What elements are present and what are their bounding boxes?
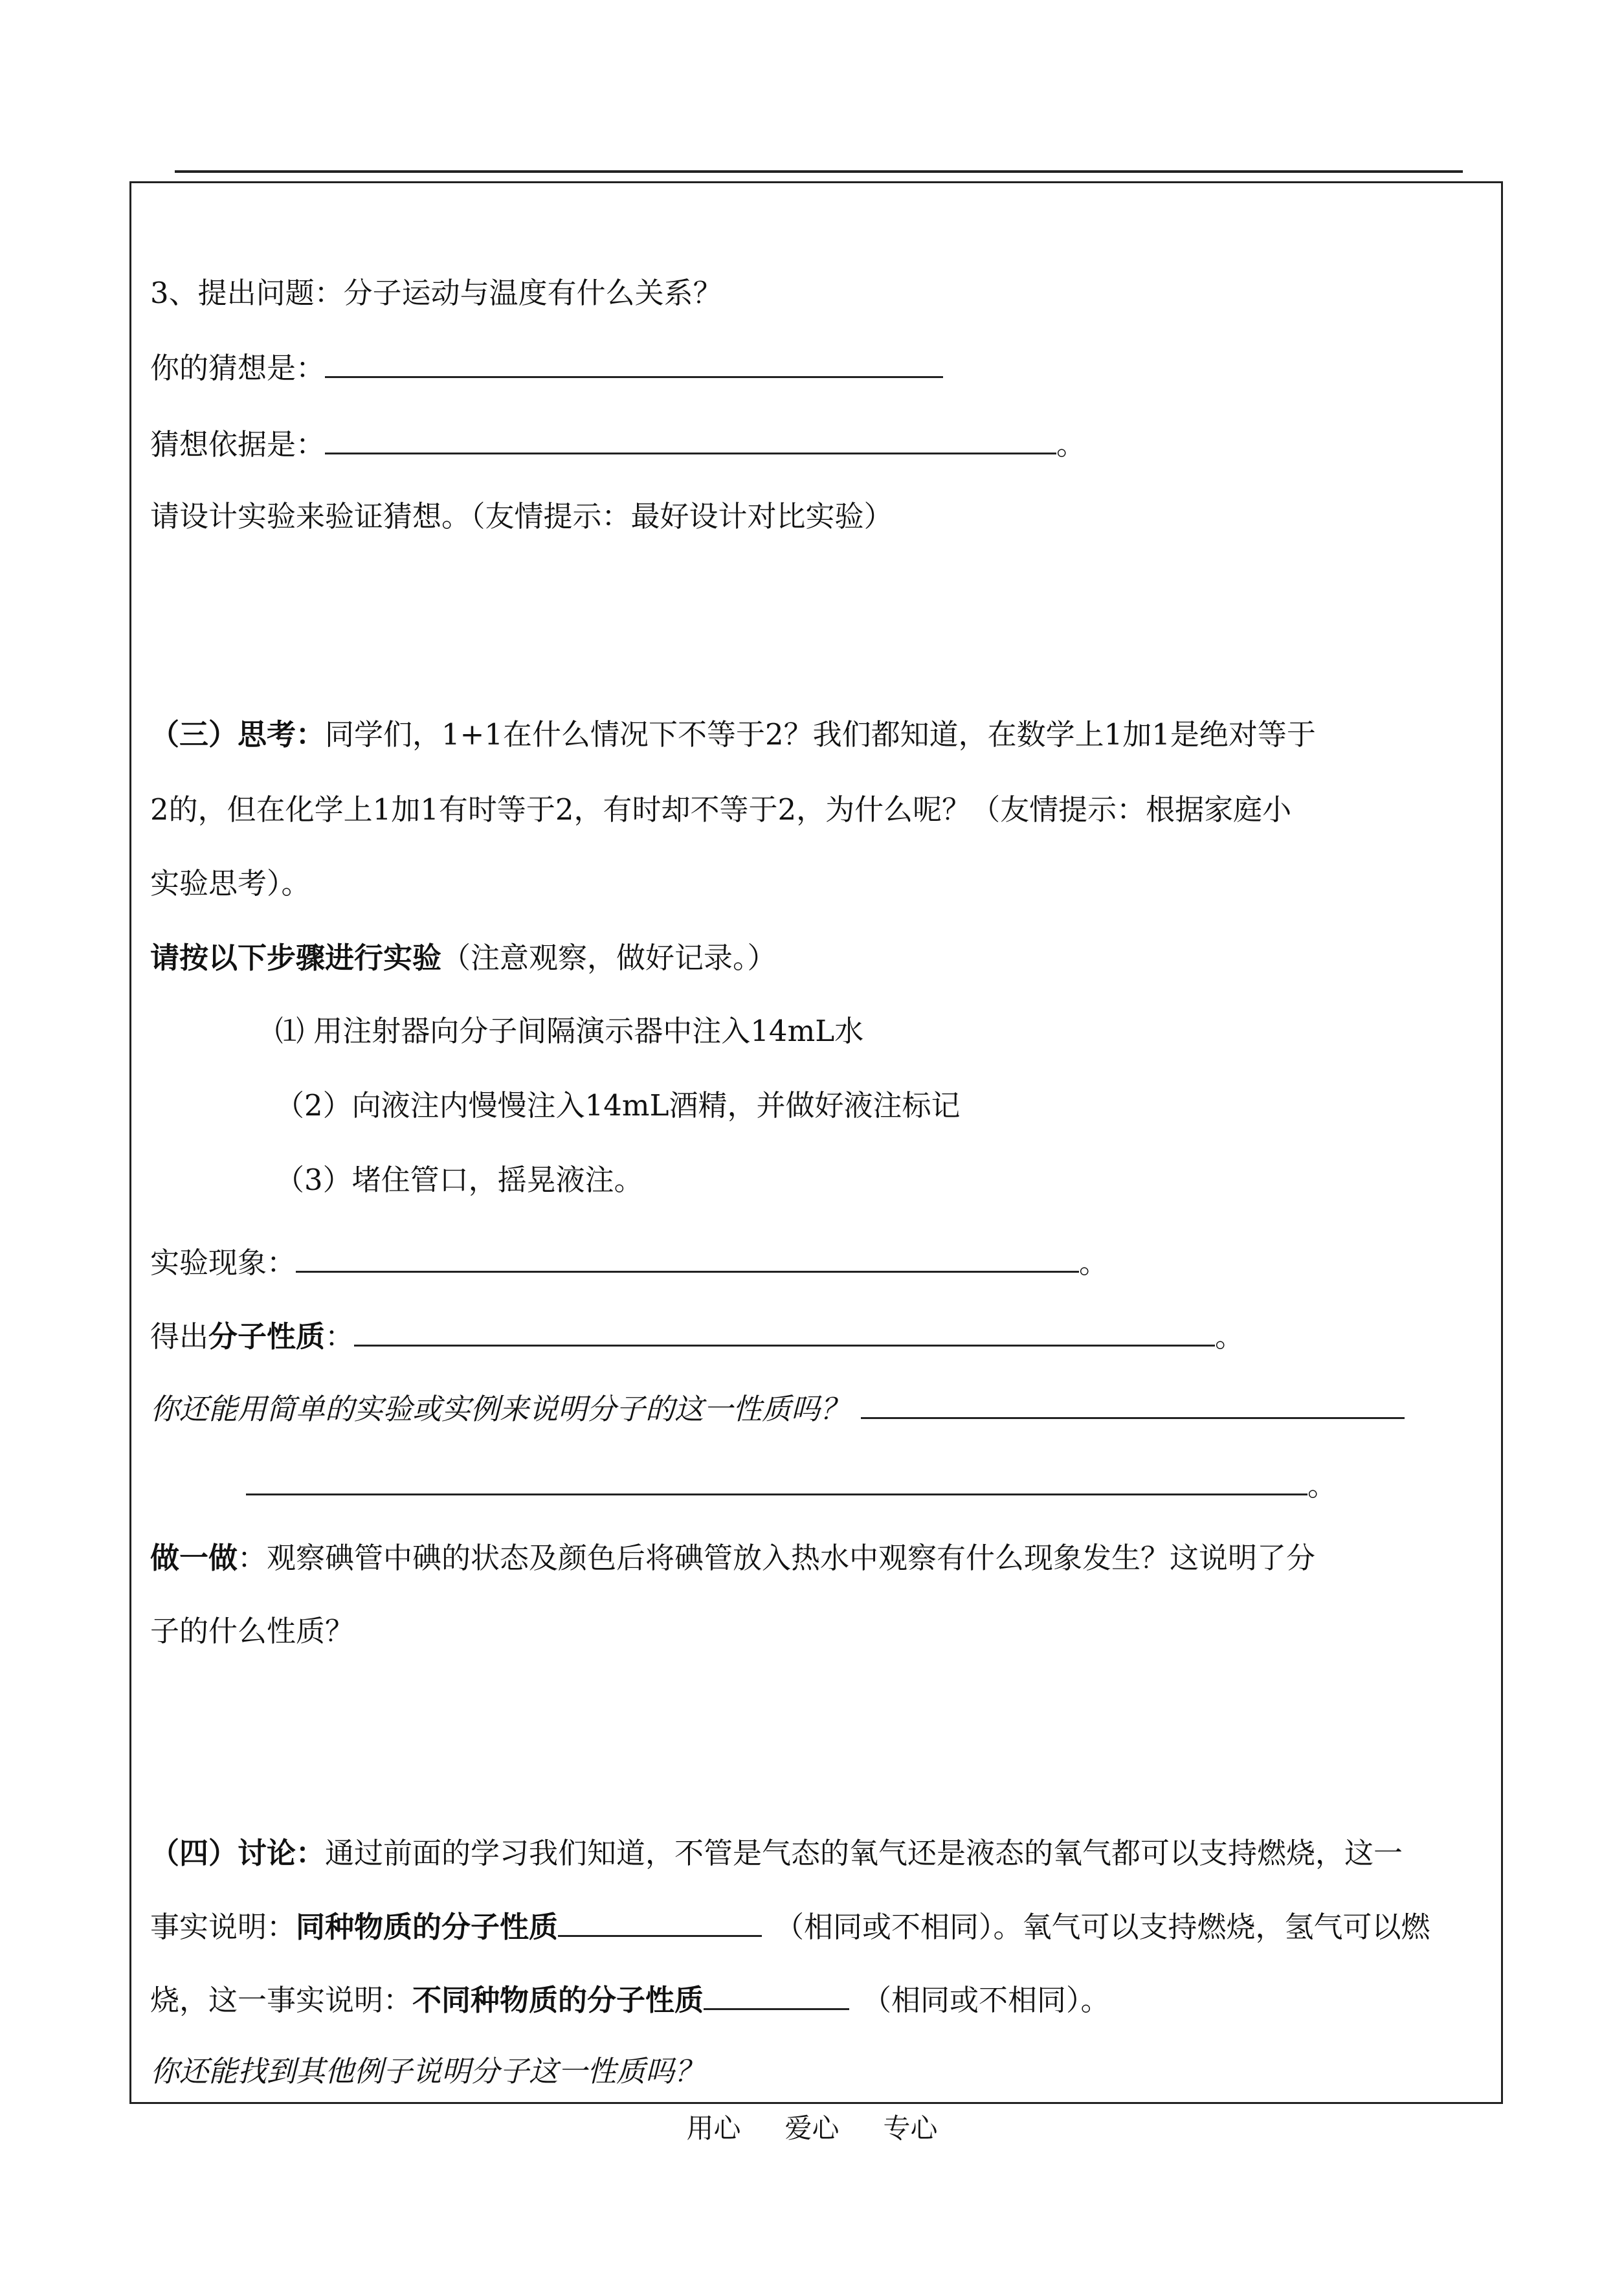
example-blank-row: 。 — [246, 1465, 1337, 1505]
section4-line2: 事实说明：同种物质的分子性质 （相同或不相同）。氧气可以支持燃烧，氢气可以燃 — [150, 1907, 1430, 1947]
section3-line1: （三）思考：同学们，1+1在什么情况下不等于2？我们都知道，在数学上1加1是绝对等于 — [150, 717, 1316, 752]
section3-line2: 2的，但在化学上1加1有时等于2，有时却不等于2，为什么呢？（友情提示：根据家庭小 — [150, 792, 1292, 827]
content-frame — [129, 181, 1503, 2104]
page-footer — [0, 2109, 1624, 2148]
phenomenon-label: 实验现象： — [150, 1246, 296, 1280]
section3-line3: 实验思考）。 — [150, 866, 311, 900]
different-substance-bold: 不同种物质的分子性质 — [412, 1983, 704, 2017]
section4-line3: 烧，这一事实说明：不同种物质的分子性质 （相同或不相同）。 — [150, 1980, 1110, 2020]
example-question: 你还能用简单的实验或实例来说明分子的这一性质吗？ — [150, 1392, 850, 1426]
q3-basis-label: 猜想依据是： — [150, 427, 326, 462]
footer-item: 爱心 — [784, 2112, 840, 2144]
different-substance-blank[interactable] — [704, 1980, 849, 2010]
example-blank-1[interactable] — [861, 1389, 1405, 1419]
same-substance-bold: 同种物质的分子性质 — [296, 1910, 559, 1944]
q3-guess-label: 你的猜想是： — [150, 351, 326, 385]
q3-guess-blank[interactable] — [325, 348, 943, 378]
same-substance-blank[interactable] — [558, 1907, 762, 1937]
q3-guess-row — [150, 348, 943, 388]
section4-line1: （四）讨论：通过前面的学习我们知道，不管是气态的氧气还是液态的氧气都可以支持燃烧，这一 — [150, 1836, 1403, 1870]
section4-heading: （四）讨论： — [150, 1836, 326, 1870]
q3-question: 3、提出问题：分子运动与温度有什么关系？ — [150, 276, 722, 310]
phenomenon-blank[interactable] — [296, 1242, 1079, 1273]
step-2: （2）向液注内慢慢注入14mL酒精，并做好液注标记 — [275, 1088, 961, 1123]
footer-item: 专心 — [883, 2112, 938, 2144]
phenomenon-row: 实验现象： 。 — [150, 1242, 1108, 1282]
q3-design: 请设计实验来验证猜想。（友情提示：最好设计对比实验） — [150, 499, 893, 533]
q3-basis-row: 猜想依据是： 。 — [150, 424, 1085, 464]
property-blank[interactable] — [354, 1316, 1215, 1347]
step-3: （3）堵住管口，摇晃液注。 — [275, 1163, 643, 1197]
doit-label: 做一做 — [150, 1541, 238, 1575]
step-1: ⑴ 用注射器向分子间隔演示器中注入14mL水 — [275, 1014, 864, 1048]
header-rule — [175, 170, 1463, 173]
property-row: 得出分子性质： 。 — [150, 1316, 1244, 1356]
section3-heading: （三）思考： — [150, 717, 326, 752]
steps-intro: 请按以下步骤进行实验（注意观察，做好记录。） — [150, 941, 777, 975]
steps-bold: 请按以下步骤进行实验 — [150, 941, 442, 975]
section4-question: 你还能找到其他例子说明分子这一性质吗？ — [150, 2054, 704, 2088]
footer-item: 用心 — [686, 2112, 741, 2144]
example-question-row — [150, 1389, 1405, 1429]
property-bold: 分子性质 — [208, 1319, 326, 1354]
q3-basis-blank[interactable] — [325, 424, 1056, 454]
example-blank-2[interactable] — [246, 1465, 1307, 1495]
doit-line1: 做一做：观察碘管中碘的状态及颜色后将碘管放入热水中观察有什么现象发生？这说明了分 — [150, 1541, 1316, 1575]
doit-line2: 子的什么性质？ — [150, 1614, 355, 1648]
